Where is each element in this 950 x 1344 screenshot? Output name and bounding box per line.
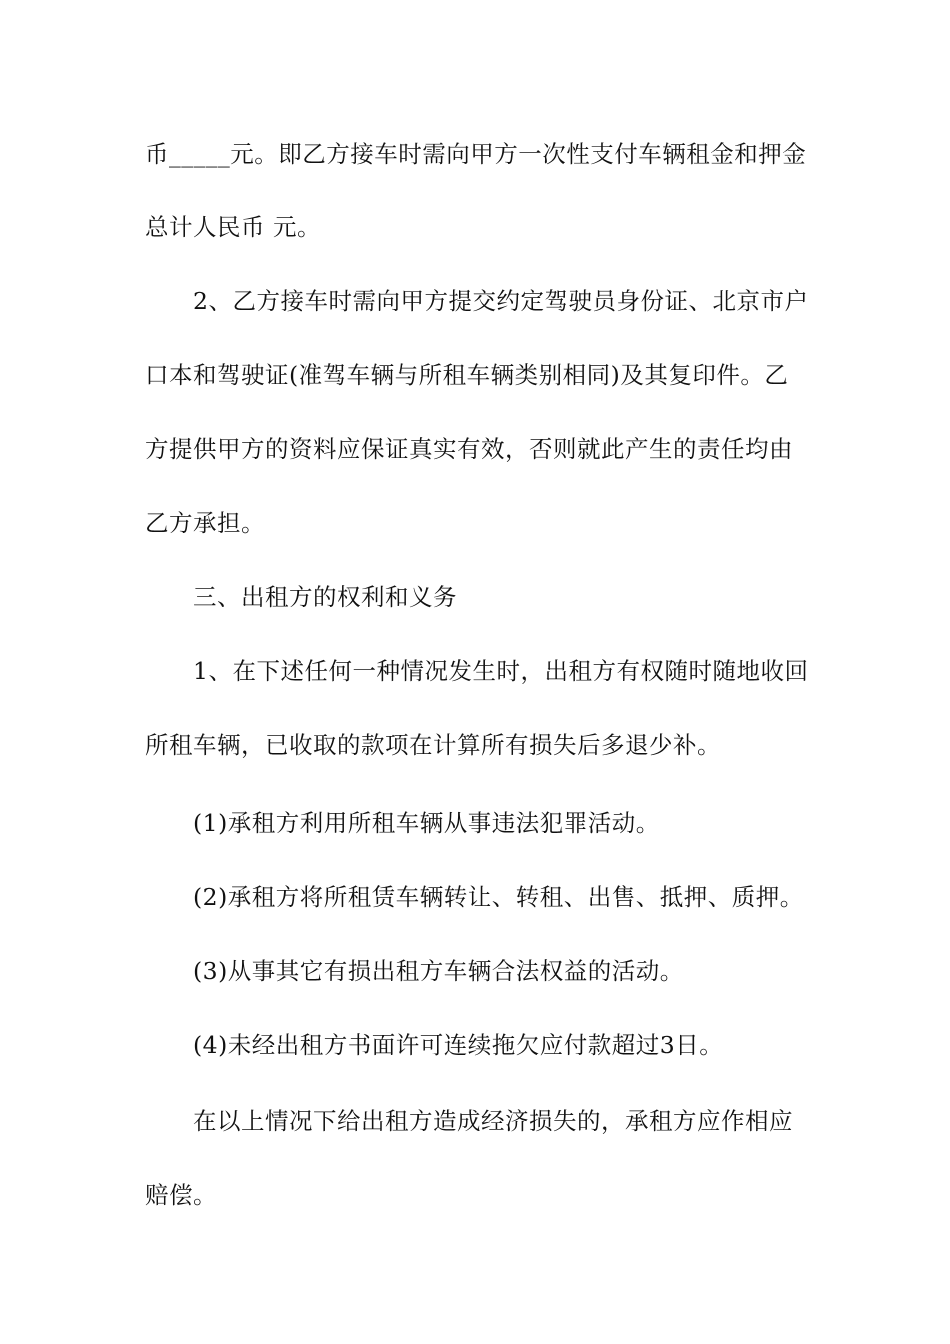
list-item-3: (3)从事其它有损出租方车辆合法权益的活动。 — [193, 957, 684, 985]
text-line-8: 1、在下述任何一种情况发生时，出租方有权随时随地收回 — [193, 657, 809, 685]
list-item-1: (1)承租方利用所租车辆从事违法犯罪活动。 — [193, 809, 660, 837]
text-line-9: 所租车辆，已收取的款项在计算所有损失后多退少补。 — [145, 731, 721, 759]
section-heading-3: 三、出租方的权利和义务 — [193, 583, 457, 611]
text-line-2: 总计人民币 元。 — [145, 213, 321, 241]
text-line-6: 乙方承担。 — [145, 509, 265, 537]
text-line-14: 在以上情况下给出租方造成经济损失的，承租方应作相应 — [193, 1107, 793, 1135]
text-line-4: 口本和驾驶证(准驾车辆与所租车辆类别相同)及其复印件。乙 — [145, 361, 789, 389]
text-line-5: 方提供甲方的资料应保证真实有效，否则就此产生的责任均由 — [145, 435, 793, 463]
list-item-2: (2)承租方将所租赁车辆转让、转租、出售、抵押、质押。 — [193, 883, 804, 911]
text-line-1: 币_____元。即乙方接车时需向甲方一次性支付车辆租金和押金 — [145, 140, 807, 168]
list-item-4: (4)未经出租方书面许可连续拖欠应付款超过3日。 — [193, 1031, 724, 1059]
text-line-15: 赔偿。 — [145, 1181, 217, 1209]
text-line-3: 2、乙方接车时需向甲方提交约定驾驶员身份证、北京市户 — [193, 287, 809, 315]
